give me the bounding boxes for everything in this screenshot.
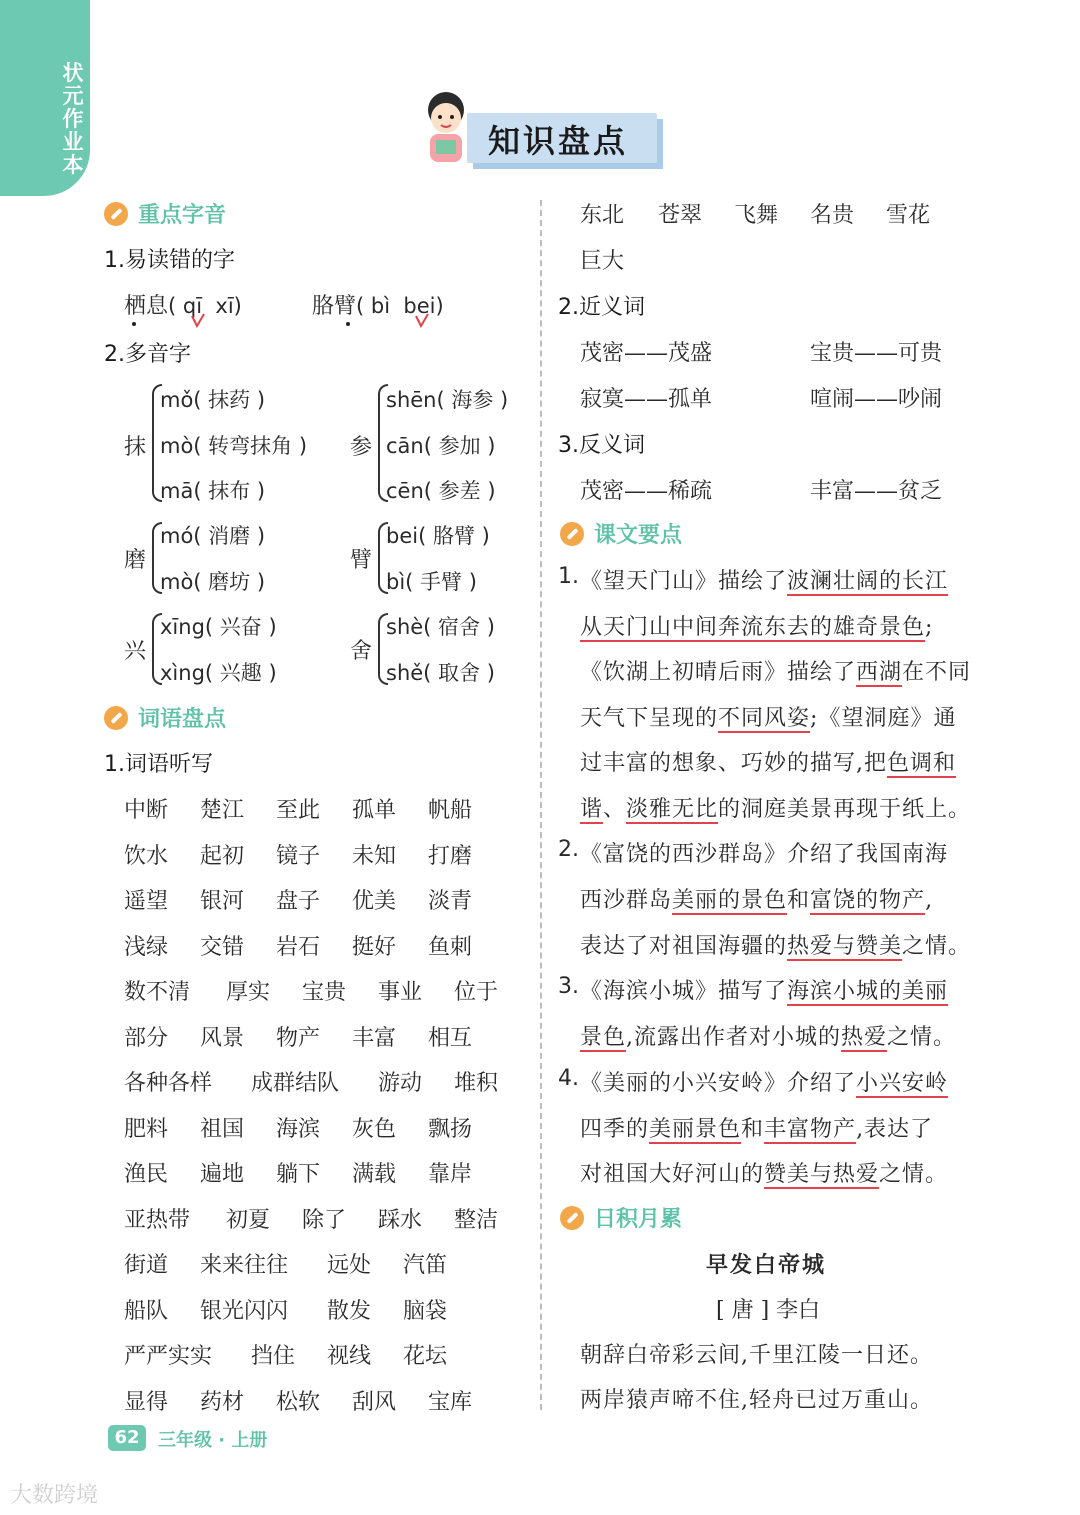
section-header-daily-accumulation <box>560 1202 682 1233</box>
word: 丰富 <box>352 1025 397 1051</box>
word: 游动 <box>378 1071 423 1096</box>
page-number: 62 <box>108 1425 146 1451</box>
pencil-icon <box>104 706 128 730</box>
grade-label: 三年级 · 上册 <box>158 1430 268 1451</box>
word: 堆积 <box>454 1071 499 1096</box>
synonym-pair: 宝贵——可贵 <box>810 341 943 366</box>
word: 挺好 <box>352 934 397 960</box>
poly-reading: shēn( 海参 ) <box>386 388 509 412</box>
pencil-icon <box>560 522 584 546</box>
subheading-antonyms: 3.反义词 <box>558 433 645 458</box>
word: 部分 <box>124 1025 169 1051</box>
word: 数不清 <box>124 980 191 1005</box>
poly-reading: mò( 磨坊 ) <box>160 570 266 594</box>
section-title: 课文要点 <box>594 523 683 548</box>
section-title: 重点字音 <box>138 203 227 228</box>
word: 踩水 <box>378 1207 423 1233</box>
word: 祖国 <box>200 1116 245 1142</box>
word: 未知 <box>352 843 397 869</box>
subheading-easy-misread: 1.易读错的字 <box>104 248 235 273</box>
word: 巨大 <box>580 249 625 274</box>
word: 岩石 <box>276 934 321 960</box>
word: 帆船 <box>428 798 473 823</box>
poly-char: 参 <box>350 435 373 460</box>
synonym-pair: 喧闹——吵闹 <box>810 387 943 412</box>
point-number: 3. <box>558 974 579 999</box>
word: 躺下 <box>276 1162 321 1187</box>
point-line: 西沙群岛美丽的景色和富饶的物产, <box>580 888 934 913</box>
word: 初夏 <box>226 1207 271 1233</box>
poly-reading: cān( 参加 ) <box>386 434 496 458</box>
point-line: 《富饶的西沙群岛》介绍了我国南海 <box>580 842 949 867</box>
word: 远处 <box>327 1253 372 1278</box>
word: 各种各样 <box>124 1071 213 1096</box>
word: 打磨 <box>428 843 473 869</box>
word: 相互 <box>428 1025 473 1051</box>
word: 整洁 <box>454 1207 499 1233</box>
point-line: 四季的美丽景色和丰富物产,表达了 <box>580 1117 934 1142</box>
word: 街道 <box>124 1253 169 1278</box>
word: 飘扬 <box>428 1116 473 1142</box>
word: 灰色 <box>352 1116 397 1142</box>
word: 交错 <box>200 934 245 960</box>
word: 遍地 <box>200 1162 245 1187</box>
point-line: 《海滨小城》描写了海滨小城的美丽 <box>580 979 949 1004</box>
series-label: 状元作业本 <box>62 61 84 177</box>
word: 优美 <box>352 889 397 914</box>
word: 肥料 <box>124 1116 169 1142</box>
word: 起初 <box>200 843 245 869</box>
word: 孤单 <box>352 798 397 823</box>
poem-author: [ 唐 ] 李白 <box>716 1298 821 1323</box>
antonym-pair: 茂密——稀疏 <box>580 479 713 504</box>
word: 汽笛 <box>403 1253 448 1278</box>
poly-reading: bì( 手臂 ) <box>386 570 477 594</box>
point-number: 1. <box>558 564 579 589</box>
word: 浅绿 <box>124 934 169 960</box>
page-title: 知识盘点 <box>488 122 629 160</box>
word: 船队 <box>124 1298 169 1324</box>
subheading-dictation: 1.词语听写 <box>104 752 213 777</box>
word: 名贵 <box>810 203 855 228</box>
poly-reading: mā( 抹布 ) <box>160 479 266 503</box>
word: 亚热带 <box>124 1207 191 1233</box>
poly-char: 舍 <box>350 639 373 664</box>
word: 满载 <box>352 1162 397 1187</box>
word: 显得 <box>124 1389 169 1415</box>
word: 盘子 <box>276 889 321 914</box>
poly-char: 抹 <box>124 435 147 460</box>
poem-line: 两岸猿声啼不住,轻舟已过万重山。 <box>580 1388 933 1413</box>
synonym-pair: 茂密——茂盛 <box>580 341 713 366</box>
section-title: 日积月累 <box>594 1207 683 1232</box>
word: 宝库 <box>428 1389 473 1415</box>
word: 挡住 <box>251 1344 296 1369</box>
word: 成群结队 <box>251 1071 340 1096</box>
word: 苍翠 <box>658 203 703 228</box>
point-line: 从天门山中间奔流东去的雄奇景色; <box>580 615 934 640</box>
word: 淡青 <box>428 889 473 914</box>
emphasis-marks <box>340 312 460 332</box>
word: 位于 <box>454 980 499 1005</box>
word: 海滨 <box>276 1116 321 1142</box>
poly-reading: cēn( 参差 ) <box>386 479 496 503</box>
poly-reading: bei( 胳臂 ) <box>386 524 490 548</box>
word: 花坛 <box>403 1344 448 1369</box>
poem-line: 朝辞白帝彩云间,千里江陵一日还。 <box>580 1343 933 1368</box>
point-line: 过丰富的想象、巧妙的描写,把色调和 <box>580 751 957 776</box>
word: 雪花 <box>886 203 931 228</box>
point-line: 对祖国大好河山的赞美与热爱之情。 <box>580 1162 949 1187</box>
poem-title: 早发白帝城 <box>706 1253 827 1278</box>
poly-reading: mò( 转弯抹角 ) <box>160 434 308 458</box>
poly-reading: xìng( 兴趣 ) <box>160 661 277 685</box>
word: 银光闪闪 <box>200 1298 289 1324</box>
word: 物产 <box>276 1025 321 1051</box>
poly-char: 磨 <box>124 548 147 573</box>
word: 饮水 <box>124 843 169 869</box>
poly-reading: mó( 消磨 ) <box>160 524 266 548</box>
pencil-icon <box>560 1206 584 1230</box>
word: 银河 <box>200 889 245 914</box>
easy-word-2: 胳臂( bì bei) <box>312 294 444 319</box>
easy-word-1: 栖息( qī xī) <box>124 294 242 319</box>
word: 视线 <box>327 1344 372 1369</box>
section-header-pronunciation <box>104 198 226 229</box>
section-header-vocabulary <box>104 702 226 733</box>
column-divider <box>540 200 542 1410</box>
word: 飞舞 <box>734 203 779 228</box>
point-line: 《望天门山》描绘了波澜壮阔的长江 <box>580 569 949 594</box>
mascot-icon <box>416 88 476 168</box>
word: 遥望 <box>124 889 169 914</box>
word: 鱼刺 <box>428 934 473 960</box>
word: 厚实 <box>226 980 271 1005</box>
word: 事业 <box>378 980 423 1005</box>
word: 药材 <box>200 1389 245 1415</box>
point-line: 天气下呈现的不同风姿;《望洞庭》通 <box>580 706 957 731</box>
poly-reading: shě( 取舍 ) <box>386 661 495 685</box>
word: 镜子 <box>276 843 321 869</box>
point-line: 《饮湖上初晴后雨》描绘了西湖在不同 <box>580 660 972 685</box>
poly-reading: xīng( 兴奋 ) <box>160 615 277 639</box>
word: 至此 <box>276 798 321 823</box>
poly-char: 兴 <box>124 639 147 664</box>
word: 宝贵 <box>302 980 347 1005</box>
antonym-pair: 丰富——贫乏 <box>810 479 943 504</box>
word: 散发 <box>327 1298 372 1324</box>
word: 渔民 <box>124 1162 169 1187</box>
point-number: 2. <box>558 837 579 862</box>
point-number: 4. <box>558 1066 579 1091</box>
section-header-key-points <box>560 518 682 549</box>
emphasis-marks <box>128 312 248 332</box>
point-line: 景色,流露出作者对小城的热爱之情。 <box>580 1025 957 1050</box>
poly-char: 臂 <box>350 548 373 573</box>
subheading-polyphonic: 2.多音字 <box>104 342 191 367</box>
word: 来来往往 <box>200 1253 289 1278</box>
word: 除了 <box>302 1207 347 1233</box>
pencil-icon <box>104 202 128 226</box>
point-line: 《美丽的小兴安岭》介绍了小兴安岭 <box>580 1071 949 1096</box>
point-line: 谐、淡雅无比的洞庭美景再现于纸上。 <box>580 797 972 822</box>
synonym-pair: 寂寞——孤单 <box>580 387 713 412</box>
subheading-synonyms: 2.近义词 <box>558 295 645 320</box>
section-title: 词语盘点 <box>138 707 227 732</box>
word: 刮风 <box>352 1389 397 1415</box>
word: 严严实实 <box>124 1344 213 1369</box>
word: 松软 <box>276 1389 321 1415</box>
point-line: 表达了对祖国海疆的热爱与赞美之情。 <box>580 934 972 959</box>
poly-reading: shè( 宿舍 ) <box>386 615 495 639</box>
word: 楚江 <box>200 798 245 823</box>
word: 东北 <box>580 203 625 228</box>
word: 脑袋 <box>403 1298 448 1324</box>
word: 靠岸 <box>428 1162 473 1187</box>
watermark: 大数跨境 <box>10 1483 99 1508</box>
word: 风景 <box>200 1025 245 1051</box>
word: 中断 <box>124 798 169 823</box>
poly-reading: mǒ( 抹药 ) <box>160 388 266 412</box>
